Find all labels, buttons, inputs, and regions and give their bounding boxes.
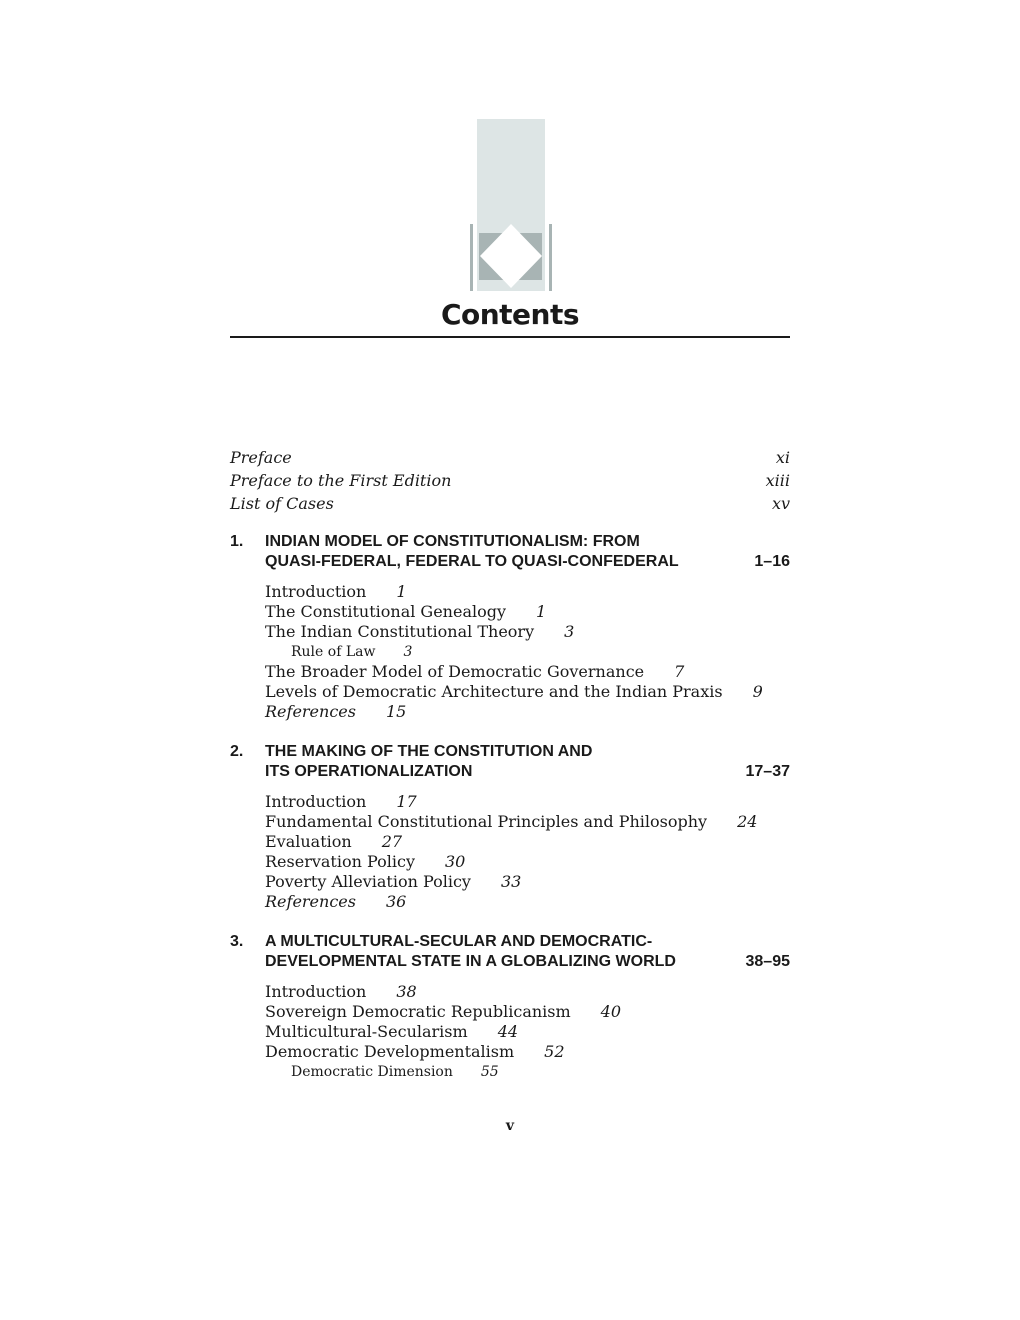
toc-entry[interactable] xyxy=(265,982,790,1002)
entry-label: The Indian Constitutional Theory xyxy=(265,622,535,641)
entry-page: 55 xyxy=(480,1064,499,1080)
toc-entry[interactable] xyxy=(265,1022,790,1042)
entry-label: Introduction xyxy=(265,982,367,1001)
entry-label: Democratic Dimension xyxy=(291,1064,453,1080)
entry-page: xv xyxy=(771,494,790,513)
ornament-bar-right xyxy=(549,224,552,291)
chapter-number: 1. xyxy=(230,533,244,550)
toc-entry[interactable] xyxy=(265,1002,790,1022)
toc-entry[interactable] xyxy=(230,446,790,469)
entry-label: Evaluation xyxy=(265,832,352,851)
front-matter-list xyxy=(230,446,790,515)
entry-page: 30 xyxy=(444,852,466,871)
chapter-pages: 38–95 xyxy=(745,953,790,970)
entry-page: 33 xyxy=(500,872,522,891)
toc-entry[interactable] xyxy=(265,792,790,812)
toc-entry[interactable] xyxy=(265,702,790,722)
toc-entry[interactable] xyxy=(265,892,790,912)
chapter-title-line: A MULTICULTURAL-SECULAR AND DEMOCRATIC- xyxy=(265,933,653,950)
entry-page: xiii xyxy=(765,471,790,490)
chapter-ornament xyxy=(0,0,1020,300)
section-list xyxy=(230,982,790,1082)
toc-entry[interactable] xyxy=(265,602,790,622)
chapter-title-line: DEVELOPMENTAL STATE IN A GLOBALIZING WORLD xyxy=(265,953,676,970)
entry-label: Multicultural-Secularism xyxy=(265,1022,468,1041)
entry-label: Preface xyxy=(230,448,292,467)
chapter-2 xyxy=(230,742,790,912)
entry-label: The Constitutional Genealogy xyxy=(265,602,507,621)
chapter-heading[interactable] xyxy=(230,742,790,782)
entry-label: Poverty Alleviation Policy xyxy=(265,872,471,891)
chapter-title-line: THE MAKING OF THE CONSTITUTION AND xyxy=(265,743,593,760)
ornament-bar-left xyxy=(470,224,473,291)
chapter-pages: 1–16 xyxy=(754,553,790,570)
entry-label: Introduction xyxy=(265,792,367,811)
chapter-3 xyxy=(230,932,790,1082)
entry-page: 3 xyxy=(403,644,413,660)
entry-page: 44 xyxy=(497,1022,519,1041)
entry-page: 1 xyxy=(396,582,407,601)
entry-page: 27 xyxy=(381,832,403,851)
entry-label: References xyxy=(265,892,356,911)
entry-label: Levels of Democratic Architecture and the Indian Praxis xyxy=(265,682,723,701)
chapter-heading[interactable] xyxy=(230,532,790,572)
entry-label: Introduction xyxy=(265,582,367,601)
chapter-1 xyxy=(230,532,790,722)
entry-page: 38 xyxy=(396,982,417,1001)
toc-entry[interactable] xyxy=(265,682,790,702)
entry-page: xi xyxy=(775,448,790,467)
toc-subentry[interactable] xyxy=(265,1062,790,1082)
toc-entry[interactable] xyxy=(230,492,790,515)
entry-label: List of Cases xyxy=(230,494,334,513)
entry-page: 3 xyxy=(564,622,575,641)
chapter-title xyxy=(265,932,700,972)
toc-entry[interactable] xyxy=(265,872,790,892)
entry-label: Democratic Developmentalism xyxy=(265,1042,515,1061)
entry-label: Rule of Law xyxy=(291,644,376,660)
section-list xyxy=(230,582,790,722)
chapter-number: 2. xyxy=(230,743,244,760)
entry-label: The Broader Model of Democratic Governance xyxy=(265,662,645,681)
chapter-number: 3. xyxy=(230,933,244,950)
chapter-title-line: INDIAN MODEL OF CONSTITUTIONALISM: FROM xyxy=(265,533,640,550)
entry-label: Preface to the First Edition xyxy=(230,471,452,490)
chapter-title-line: ITS OPERATIONALIZATION xyxy=(265,763,473,780)
entry-label: Fundamental Constitutional Principles and Philosophy xyxy=(265,812,708,831)
chapter-title xyxy=(265,532,700,572)
entry-label: Sovereign Democratic Republicanism xyxy=(265,1002,571,1021)
section-list xyxy=(230,792,790,912)
entry-label: References xyxy=(265,702,356,721)
entry-page: 17 xyxy=(396,792,417,811)
toc-entry[interactable] xyxy=(265,1042,790,1062)
page-number: v xyxy=(505,1118,515,1134)
chapter-title-line: QUASI-FEDERAL, FEDERAL TO QUASI-CONFEDERAL xyxy=(265,553,679,570)
entry-page: 52 xyxy=(544,1042,565,1061)
toc-entry[interactable] xyxy=(265,622,790,642)
entry-page: 7 xyxy=(674,662,685,681)
entry-page: 24 xyxy=(737,812,758,831)
toc-entry[interactable] xyxy=(265,662,790,682)
title-rule xyxy=(230,336,790,338)
toc-entry[interactable] xyxy=(265,812,790,832)
entry-label: Reservation Policy xyxy=(265,852,415,871)
page-title: Contents xyxy=(440,298,580,331)
entry-page: 1 xyxy=(536,602,547,621)
entry-page: 36 xyxy=(385,892,407,911)
entry-page: 15 xyxy=(385,702,407,721)
chapter-title xyxy=(265,742,700,782)
toc-entry[interactable] xyxy=(265,852,790,872)
toc-entry[interactable] xyxy=(265,832,790,852)
chapter-heading[interactable] xyxy=(230,932,790,972)
entry-page: 9 xyxy=(752,682,763,701)
toc-entry[interactable] xyxy=(265,582,790,602)
toc-entry[interactable] xyxy=(230,469,790,492)
chapter-pages: 17–37 xyxy=(745,763,790,780)
entry-page: 40 xyxy=(600,1002,622,1021)
toc-subentry[interactable] xyxy=(265,642,790,662)
